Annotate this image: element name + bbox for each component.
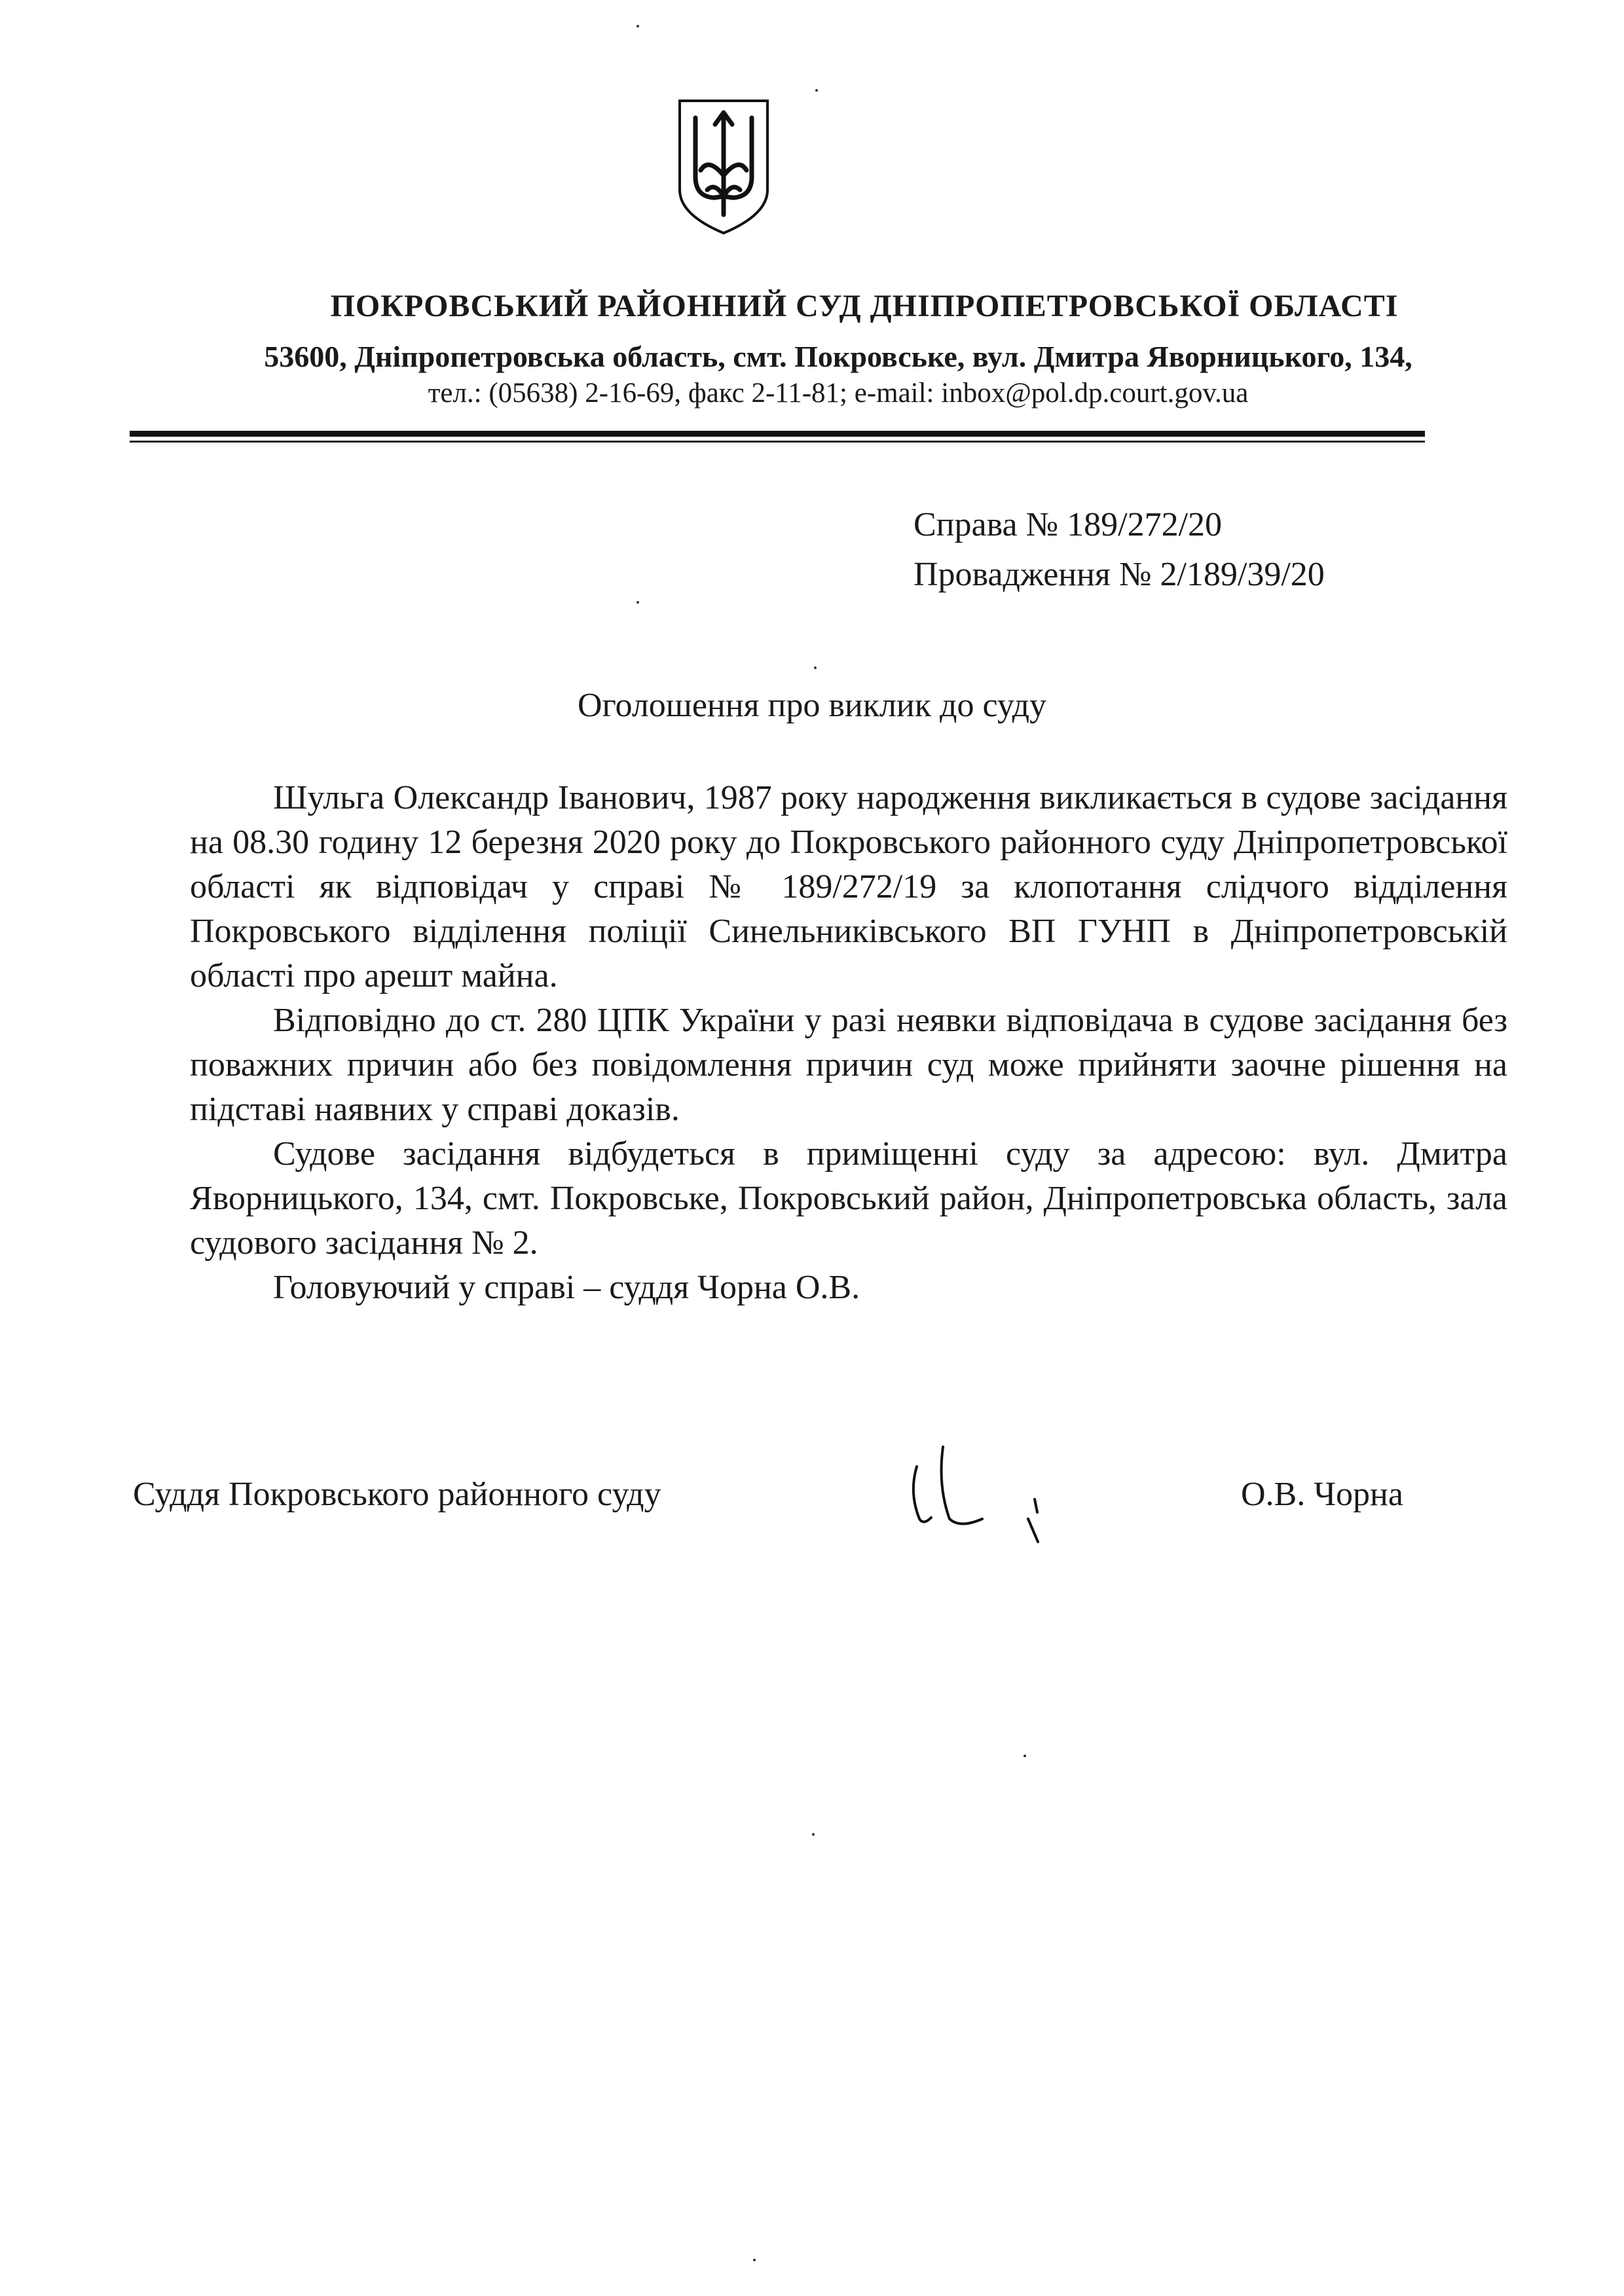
- scan-speck: [637, 601, 639, 604]
- scan-speck: [1024, 1755, 1026, 1757]
- handwritten-signature: [897, 1421, 1094, 1552]
- paragraph-presiding-judge: Головуючий у справі – суддя Чорна О.В.: [273, 1269, 860, 1306]
- notice-body: [190, 776, 1507, 1310]
- scan-speck: [812, 1833, 815, 1836]
- court-address: 53600, Дніпропетровська область, смт. Покровське, вул. Дмитра Яворницького, 134,: [264, 340, 1412, 373]
- coat-of-arms-icon: [674, 98, 773, 236]
- scan-speck: [814, 666, 817, 669]
- court-contacts: тел.: (05638) 2-16-69, факс 2-11-81; e-mail: inbox@pol.dp.court.gov.ua: [428, 378, 1249, 409]
- signer-position: Суддя Покровського районного суду: [133, 1476, 661, 1513]
- signer-name: О.В. Чорна: [1241, 1476, 1403, 1513]
- proceeding-number: Провадження № 2/189/39/20: [913, 556, 1325, 593]
- scan-speck: [637, 25, 639, 27]
- notice-title: Оголошення про виклик до суду: [577, 687, 1047, 724]
- letterhead-divider-thick: [130, 431, 1425, 437]
- scan-speck: [753, 2259, 756, 2261]
- paragraph-summons: Шульга Олександр Іванович, 1987 року народження викликається в судове засідання на 08.30 годину 12 березня 2020 року до Покровського районного суду Дніпропетровської області як відповідач у справі № 189/272/19 за клопотання слідчого відділення Покровського відділення поліції Синельниківського ВП ГУНП в Дніпропетровській області про арешт майна.: [190, 779, 1507, 994]
- case-number: Справа № 189/272/20: [913, 506, 1223, 543]
- letterhead-divider-thin: [130, 441, 1425, 443]
- court-name: ПОКРОВСЬКИЙ РАЙОННИЙ СУД ДНІПРОПЕТРОВСЬКОЇ ОБЛАСТІ: [330, 289, 1399, 323]
- paragraph-legal-basis: Відповідно до ст. 280 ЦПК України у разі неявки відповідача в судове засідання без поважних причин або без повідомлення причин суд може прийняти заочне рішення на підставі наявних у справі доказів.: [190, 1002, 1507, 1128]
- scan-speck: [815, 89, 818, 92]
- paragraph-venue: Судове засідання відбудеться в приміщенні суду за адресою: вул. Дмитра Яворницького, 134, смт. Покровське, Покровський район, Дніпропетровська область, зала судового засідання № 2.: [190, 1135, 1507, 1262]
